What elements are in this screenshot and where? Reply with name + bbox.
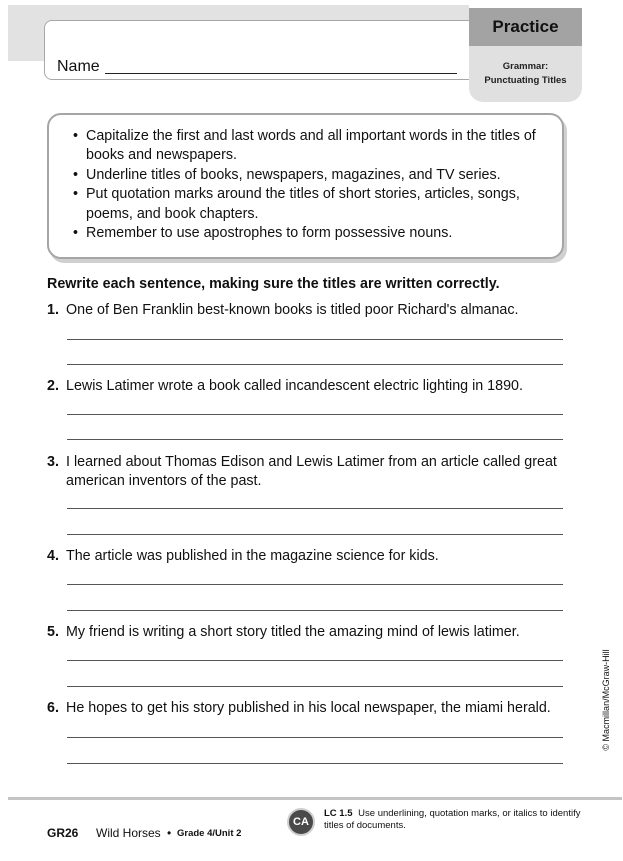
question-number: 4.	[47, 548, 59, 564]
footer-divider	[8, 797, 622, 800]
answer-line[interactable]	[67, 534, 563, 535]
standard-note	[324, 808, 584, 832]
answer-line[interactable]	[67, 414, 563, 415]
question-number: 6.	[47, 700, 59, 716]
question-text: One of Ben Franklin best-known books is titled poor Richard's almanac.	[66, 302, 519, 318]
question-2	[47, 377, 572, 396]
name-label: Name	[57, 58, 100, 75]
tab-subtitle-grammar: Grammar:	[502, 61, 549, 72]
answer-line[interactable]	[67, 439, 563, 440]
standard-text: Use underlining, quotation marks, or italics to identify titles of documents.	[324, 808, 581, 831]
answer-line[interactable]	[67, 584, 563, 585]
question-3	[47, 453, 572, 491]
answer-line[interactable]	[67, 610, 563, 611]
answer-line[interactable]	[67, 763, 563, 764]
rule-item: • Remember to use apostrophes to form possessive nouns.	[73, 224, 552, 243]
answer-line[interactable]	[67, 364, 563, 365]
story-title: Wild Horses	[96, 826, 161, 840]
answer-line[interactable]	[67, 508, 563, 509]
answer-line[interactable]	[67, 686, 563, 687]
question-text: He hopes to get his story published in his local newspaper, the miami herald.	[66, 700, 551, 716]
practice-tab	[469, 8, 582, 102]
question-number: 1.	[47, 302, 59, 318]
answer-line[interactable]	[67, 660, 563, 661]
instruction: Rewrite each sentence, making sure the titles are written correctly.	[47, 276, 500, 292]
question-text: Lewis Latimer wrote a book called incandescent electric lighting in 1890.	[66, 378, 523, 394]
rule-item: • Put quotation marks around the titles of short stories, articles, songs, poems, and book chapters.	[73, 185, 552, 224]
answer-line[interactable]	[67, 339, 563, 340]
rules-box	[47, 113, 564, 259]
name-box	[44, 20, 492, 80]
copyright-notice: © Macmillan/McGraw-Hill	[601, 649, 611, 751]
ca-standard-icon: CA	[287, 808, 315, 836]
rules-list	[49, 115, 562, 243]
question-text: I learned about Thomas Edison and Lewis Latimer from an article called great american inventors of the past.	[66, 454, 557, 489]
grade-unit: Grade 4/Unit 2	[177, 828, 242, 839]
question-number: 5.	[47, 624, 59, 640]
page-number: GR26	[47, 826, 79, 840]
name-write-line[interactable]	[105, 73, 457, 74]
question-4	[47, 547, 572, 566]
question-number: 3.	[47, 454, 59, 470]
footer-bullet: •	[167, 826, 172, 840]
tab-subtitle	[469, 60, 582, 88]
standard-code: LC 1.5	[324, 808, 353, 819]
answer-line[interactable]	[67, 737, 563, 738]
question-5	[47, 623, 572, 642]
practice-title: Practice	[492, 17, 559, 36]
rule-item: • Capitalize the first and last words and all important words in the titles of books and newspapers.	[73, 127, 552, 166]
question-text: My friend is writing a short story titled the amazing mind of lewis latimer.	[66, 624, 520, 640]
question-text: The article was published in the magazine science for kids.	[66, 548, 439, 564]
question-6	[47, 699, 572, 718]
question-number: 2.	[47, 378, 59, 394]
rule-item: • Underline titles of books, newspapers, magazines, and TV series.	[73, 166, 552, 185]
question-1	[47, 301, 572, 320]
tab-subtitle-topic: Punctuating Titles	[484, 75, 567, 86]
